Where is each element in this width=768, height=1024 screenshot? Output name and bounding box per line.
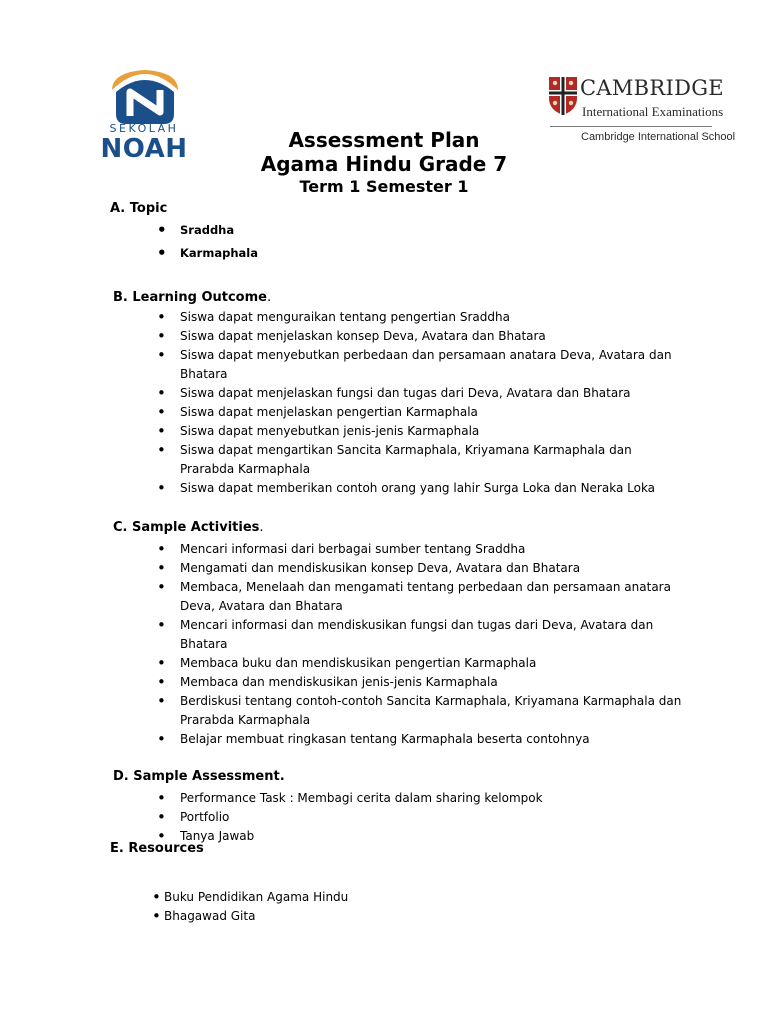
list-item: • Siswa dapat menjelaskan fungsi dan tugas dari Deva, Avatara dan Bhatara [156, 384, 686, 403]
topic-list [156, 219, 676, 265]
list-item: • Membaca, Menelaah dan mengamati tentang perbedaan dan persamaan anatara Deva, Avatara dan Bhatara [156, 578, 686, 616]
noah-name-text: NOAH [100, 134, 188, 164]
page-subtitle: Agama Hindu Grade 7 [260, 152, 508, 176]
sample-activities-heading: C. Sample Activities. [113, 520, 264, 535]
list-item: • Performance Task : Membagi cerita dalam sharing kelompok [156, 789, 686, 808]
list-item: • Mencari informasi dari berbagai sumber tentang Sraddha [156, 540, 686, 559]
resources-heading: E. Resources [110, 841, 204, 856]
list-item: • Portfolio [156, 808, 686, 827]
learning-outcome-list [156, 308, 686, 498]
list-item: • Siswa dapat menjelaskan pengertian Karmaphala [156, 403, 686, 422]
list-item: • Siswa dapat menguraikan tentang pengertian Sraddha [156, 308, 686, 327]
resources-list [152, 888, 682, 926]
cambridge-title: CAMBRIDGE [580, 76, 724, 100]
noah-sekolah-text: SEKOLAH [109, 122, 179, 135]
cambridge-shield-icon [548, 76, 578, 116]
list-item: • Mengamati dan mendiskusikan konsep Deva, Avatara dan Bhatara [156, 559, 686, 578]
list-item: • Membaca buku dan mendiskusikan pengertian Karmaphala [156, 654, 686, 673]
list-item: • Belajar membuat ringkasan tentang Karmaphala beserta contohnya [156, 730, 686, 749]
list-item: • Siswa dapat menyebutkan jenis-jenis Karmaphala [156, 422, 686, 441]
cambridge-divider [550, 126, 712, 127]
list-item: • Sraddha [156, 219, 676, 242]
learning-outcome-heading: B. Learning Outcome. [113, 290, 272, 305]
list-item: • Berdiskusi tentang contoh-contoh Sancita Karmaphala, Kriyamana Karmaphala dan Prarabda Karmaphala [156, 692, 686, 730]
page-title: Assessment Plan [288, 128, 480, 152]
list-item: • Mencari informasi dan mendiskusikan fungsi dan tugas dari Deva, Avatara dan Bhatara [156, 616, 686, 654]
topic-heading: A. Topic [110, 201, 168, 216]
sample-assessment-heading: D. Sample Assessment. [113, 769, 285, 784]
cambridge-school: Cambridge International School [581, 131, 736, 143]
list-item: • Tanya Jawab [156, 827, 686, 846]
sample-assessment-list [156, 789, 686, 846]
list-item: • Siswa dapat memberikan contoh orang yang lahir Surga Loka dan Neraka Loka [156, 479, 686, 498]
list-item: • Siswa dapat menyebutkan perbedaan dan persamaan anatara Deva, Avatara dan Bhatara [156, 346, 686, 384]
term-label: Term 1 Semester 1 [299, 177, 469, 196]
cambridge-subtitle: International Examinations [582, 104, 724, 119]
list-item: • Membaca dan mendiskusikan jenis-jenis Karmaphala [156, 673, 686, 692]
list-item: • Bhagawad Gita [152, 907, 682, 926]
list-item: • Siswa dapat mengartikan Sancita Karmaphala, Kriyamana Karmaphala dan Prarabda Karmaphala [156, 441, 686, 479]
list-item: • Karmaphala [156, 242, 676, 265]
list-item: • Buku Pendidikan Agama Hindu [152, 888, 682, 907]
list-item: • Siswa dapat menjelaskan konsep Deva, Avatara dan Bhatara [156, 327, 686, 346]
sample-activities-list [156, 540, 686, 749]
